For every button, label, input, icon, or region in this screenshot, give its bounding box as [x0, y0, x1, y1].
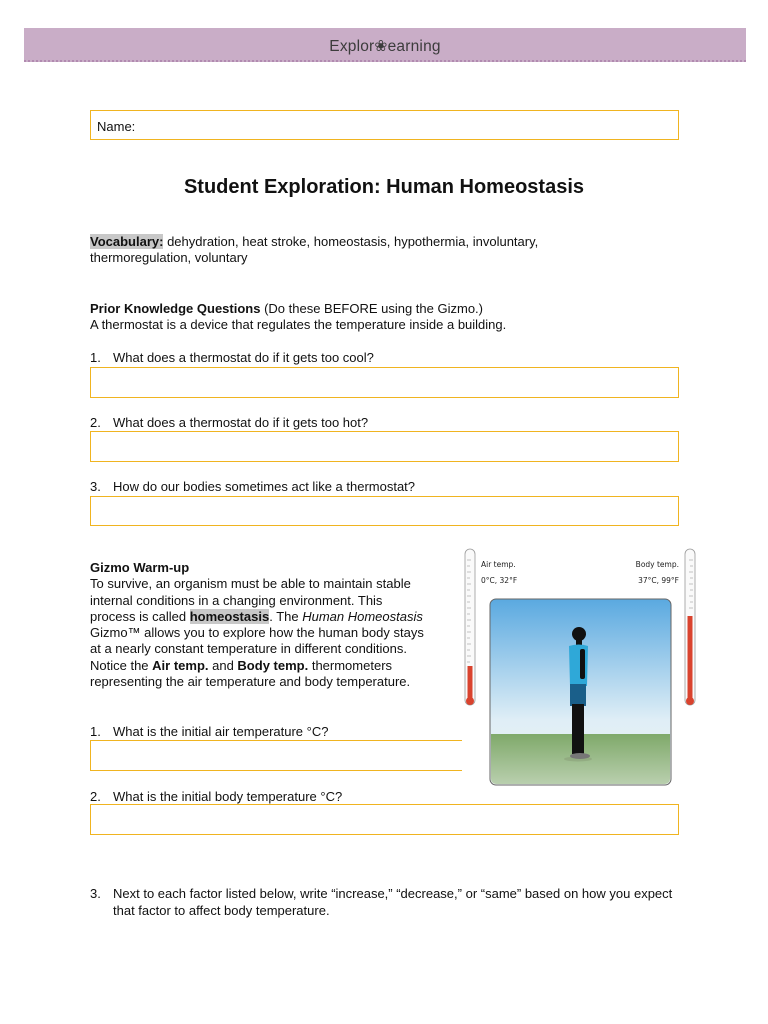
- warmup-paragraph: Gizmo Warm-up To survive, an organism must be able to maintain stable internal conditions in a changing environment. This process is called homeostasis. The Human Homeostasis Gizmo™ allows you to explore how the human body stays at a nearly constant temperature in different conditions. Notice the Air temp. and Body temp. thermometers representing the air temperature and body temperature.: [90, 560, 430, 690]
- warmup-question-1: 1. What is the initial air temperature °C?: [90, 724, 329, 739]
- vocabulary-line2: thermoregulation, voluntary: [90, 250, 248, 265]
- air-temp-thermometer-icon: [465, 549, 475, 705]
- prior-intro: A thermostat is a device that regulates the temperature inside a building.: [90, 317, 507, 332]
- warmup-heading: Gizmo Warm-up: [90, 560, 190, 575]
- prior-answer-2[interactable]: [90, 431, 679, 462]
- homeostasis-term: homeostasis: [189, 608, 270, 624]
- body-temp-label: Body temp.: [635, 560, 679, 569]
- prior-answer-1[interactable]: [90, 367, 679, 398]
- warmup-answer-2[interactable]: [90, 804, 679, 835]
- header-divider: [24, 60, 746, 62]
- page-title: Student Exploration: Human Homeostasis: [183, 176, 585, 198]
- body-temp-thermometer-icon: [685, 549, 695, 705]
- gizmo-simulation-image: [462, 546, 700, 790]
- air-temp-value: 0°C, 32°F: [481, 576, 518, 585]
- header-bar: [24, 28, 746, 62]
- warmup-answer-1[interactable]: [90, 740, 462, 771]
- vocabulary-section: [90, 234, 650, 266]
- explorelearning-logo: Explor❀earning: [329, 38, 441, 55]
- warmup-question-2: 2. What is the initial body temperature °C?: [90, 789, 343, 804]
- prior-heading: Prior Knowledge Questions: [90, 301, 261, 316]
- body-temp-value: 37°C, 99°F: [638, 576, 679, 585]
- prior-answer-3[interactable]: [90, 496, 679, 526]
- name-label: Name:: [97, 119, 136, 134]
- name-field[interactable]: [90, 110, 679, 140]
- prior-knowledge-section: [90, 301, 690, 333]
- prior-question-1: 1. What does a thermostat do if it gets too cool?: [90, 350, 374, 365]
- vocabulary-line1: dehydration, heat stroke, homeostasis, hypothermia, involuntary,: [163, 234, 539, 249]
- air-temp-label: Air temp.: [481, 560, 516, 569]
- warmup-question-3: 3. Next to each factor listed below, write “increase,” “decrease,” or “same” based on how you expect that factor to affect body temperature.: [90, 886, 673, 918]
- prior-question-3: 3. How do our bodies sometimes act like a thermostat?: [90, 479, 416, 494]
- prior-note: (Do these BEFORE using the Gizmo.): [260, 301, 483, 316]
- vocabulary-label: Vocabulary:: [90, 234, 164, 249]
- prior-question-2: 2. What does a thermostat do if it gets too hot?: [90, 415, 369, 430]
